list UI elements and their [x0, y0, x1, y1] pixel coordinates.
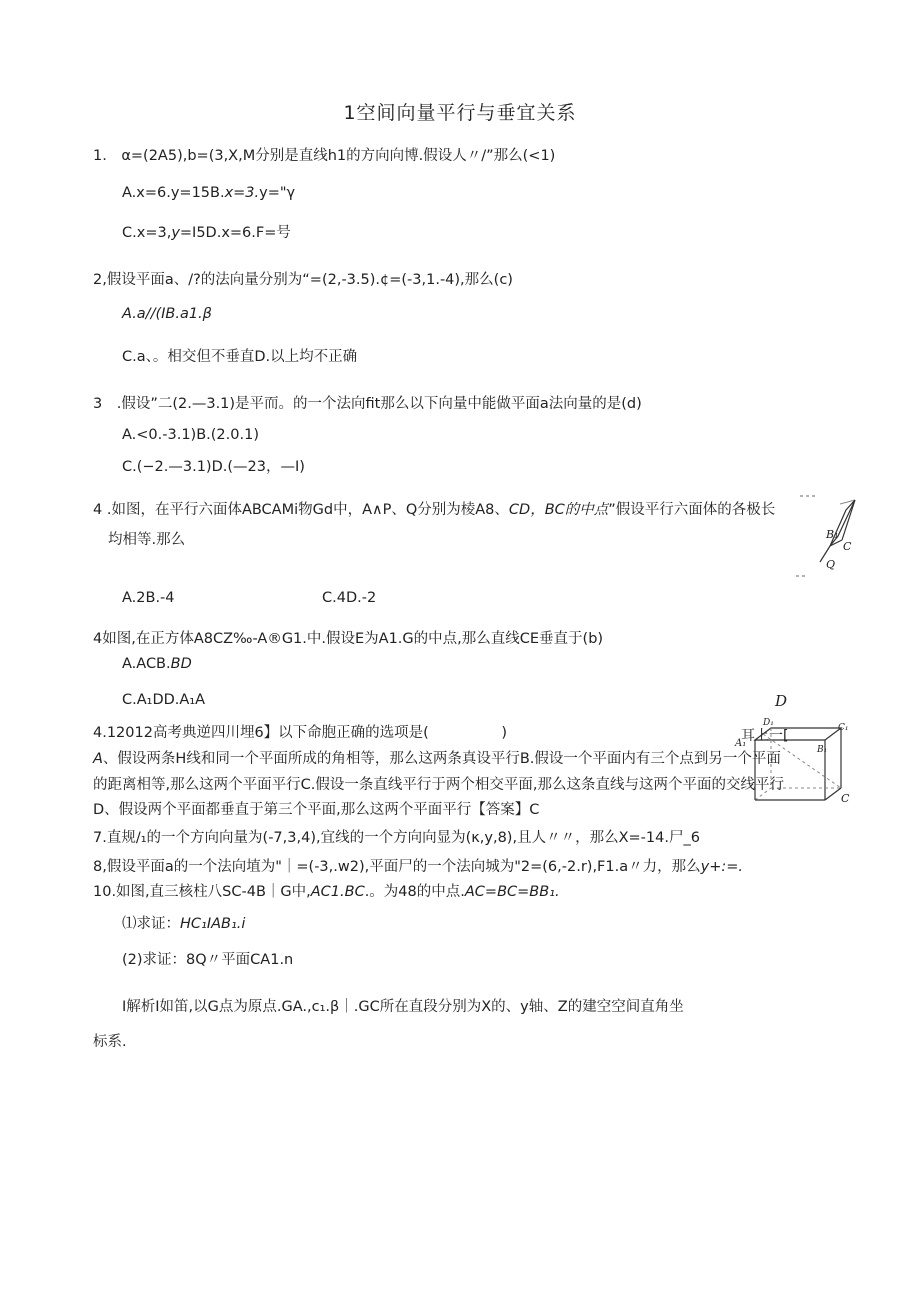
q3-options-ab: A.<0.-3.1)B.(2.0.1) [122, 427, 259, 443]
q1-options-cd [122, 223, 291, 243]
q6-head: 4.12012高考典逆四川埋6】以下命胞正确的选项是( ) [93, 725, 507, 741]
q6-line1-text: 、假设两条H线和同一个平面所成的角相等，那么这两条真设平行B.假设一个平面内有三个点到另一个平面 [102, 751, 781, 767]
q10-stem-italic: AC1.BC [310, 884, 365, 900]
q6-line1 [93, 749, 781, 769]
q5-stem: 4如图,在正方体A8CZ‰-A®G1.中.假设E为A1.G的中点,那么直线CE垂直于(b) [93, 631, 604, 647]
q8-text [93, 857, 743, 877]
figure2-label-d: D [775, 692, 788, 710]
figure2-label-a1: A₁ [735, 738, 747, 749]
q7-text: 7.直规/₁的一个方向向量为(-7,3,4),宜线的一个方向向显为(κ,y,8),且人〃〃，那么X=-14.尸_6 [93, 830, 700, 846]
q1-option-d: =I5D.x=6.F=号 [179, 225, 291, 241]
q4-stem-italic: CD，BC的中点 [508, 502, 609, 518]
q3-options-cd: C.(−2.—3.1)D.(—23，—I) [122, 459, 305, 475]
q5-option-b: BD [170, 656, 192, 672]
figure2-edge-right-bottom [825, 788, 841, 800]
q4-options-cd: C.4D.-2 [322, 590, 377, 606]
q1-option-b-italic: x=3. [224, 185, 260, 201]
figure1-label-c: C [843, 540, 852, 553]
figure1-edge-right [842, 500, 855, 540]
q8-text-italic: y+:=. [700, 859, 743, 875]
q5-options-cd: C.A₁DD.A₁A [122, 692, 206, 708]
q1-option-a: A.x=6.y=15B. [122, 185, 225, 201]
q4-options-ab: A.2B.-4 [122, 590, 175, 606]
q10-stem-italic2: AC=BC=BB₁. [464, 884, 560, 900]
q6-line3: D、假设两个平面都垂直于第三个平面,那么这两个平面平行【答案】C [93, 802, 540, 818]
q10-stem-a: 10.如图,直三核柱八SC-4B｜G中, [93, 884, 311, 900]
q1-option-b: y="γ [259, 185, 296, 201]
q10-part2: (2)求证：8Q〃平面CA1.n [122, 952, 294, 968]
q1-option-c: C.x=3, [122, 225, 172, 241]
parallelepiped-figure [760, 488, 850, 588]
q10-stem-b: .。为48的中点. [364, 884, 465, 900]
figure2-label-b1: B₁ [817, 745, 828, 755]
q4-stem-line2: 均相等.那么 [108, 532, 186, 548]
q1-option-c-italic: y [171, 225, 180, 241]
q1-stem: 1. α=(2A5),b=(3,X,M分别是直线h1的方向向博.假设人〃/”那么(<1) [93, 148, 556, 164]
q10-part1-label: ⑴求证： [122, 916, 180, 932]
figure2-label-d1: D₁ [763, 718, 774, 728]
page-title: 1空间向量平行与垂宜关系 [343, 102, 577, 124]
q10-analysis: I解析I如笛,以G点为原点.GA.,c₁.β｜.GC所在直段分别为X的、y轴、Z的建空空间直角坐 [122, 999, 684, 1015]
figure2-label-c1: C₁ [838, 723, 849, 733]
q5-option-a: A.ACB. [122, 656, 171, 672]
q3-stem: 3 .假设”二(2.—3.1)是平而。的一个法向fit那么以下向量中能做平面a法向量的是(d) [93, 396, 642, 412]
q10-part1-expr: HC₁IAB₁.ⅰ [180, 916, 246, 932]
q4-stem [93, 500, 775, 520]
q10-part1 [122, 914, 245, 934]
q2-options-cd: C.a、。相交但不垂直D.以上均不正确 [122, 349, 358, 365]
q4-stem-start: 4 .如图，在平行六面体ABCAMi物Gd中，A∧P、Q分别为棱A8、 [93, 502, 509, 518]
q8-text-main: 8,假设平面a的一个法向埴为"｜=(-3,.w2),平面尸的一个法向城为"2=(6,-2.r),F1.a〃力，那么 [93, 859, 701, 875]
figure2-top-label: 耳上一[ [741, 728, 789, 744]
figure2-label-c: C [841, 792, 850, 805]
figure1-label-q: Q [826, 558, 836, 571]
q6-line2: 的距离相等,那么这两个平面平行C.假设一条直线平行于两个相交平面,那么这条直线与这两个平面的交线平行 [93, 777, 784, 793]
q4-stem-end: ”假设平行六面体的各极长 [608, 502, 776, 518]
figure1-label-b1: B₁ [826, 528, 839, 541]
q10-analysis-cont: 标系. [93, 1034, 127, 1050]
q1-options-ab [122, 183, 295, 203]
q2-stem: 2,假设平面a、/?的法向量分别为“=(2,-3.5).¢=(-3,1.-4),那么(c) [93, 272, 513, 288]
q2-options-ab: A.a//(IB.a1.β [122, 306, 212, 322]
q6-option-a-letter: A [93, 751, 103, 767]
q5-options-ab [122, 654, 192, 674]
q10-stem [93, 882, 560, 902]
